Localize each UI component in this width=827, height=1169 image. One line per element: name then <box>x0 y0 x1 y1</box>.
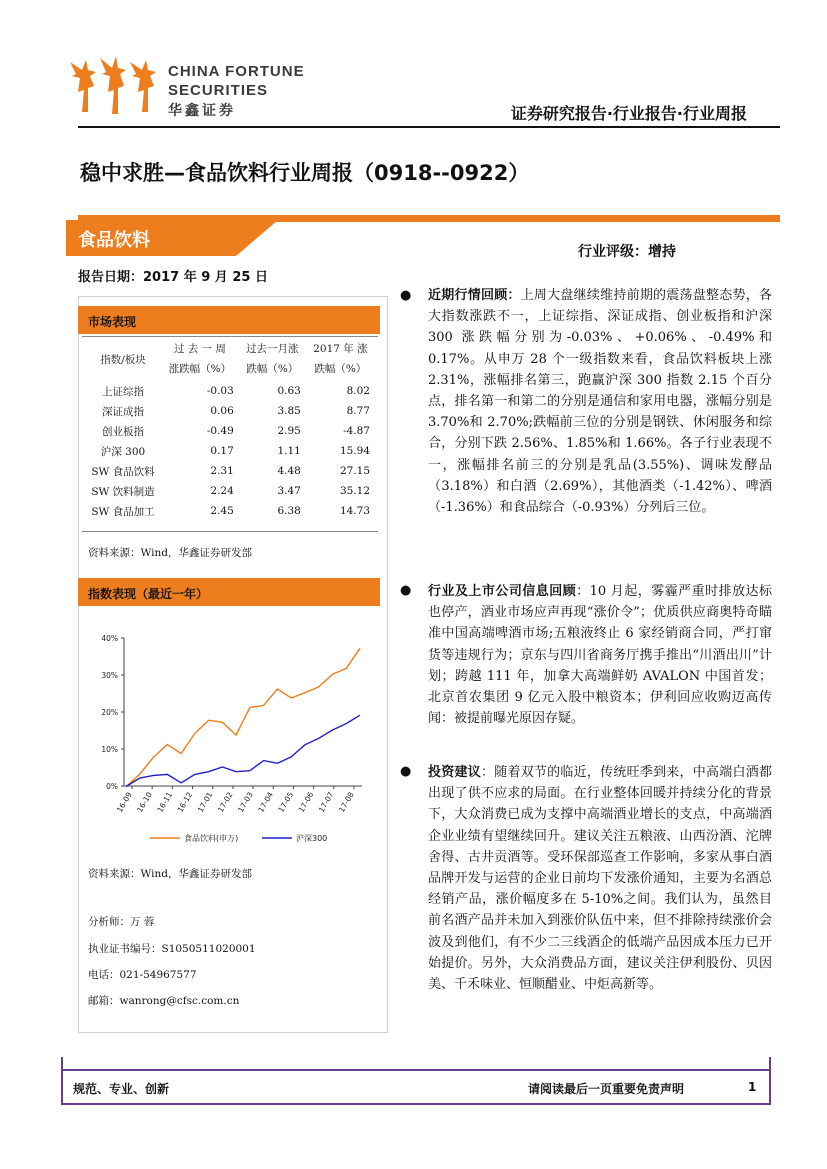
table-header: 过 去 一 周 涨跌幅（%） <box>168 343 232 375</box>
paragraph-lead: 投资建议 <box>428 765 481 780</box>
table-header: 过去一月涨 跌幅（%） <box>246 343 299 375</box>
market-table-body <box>82 381 378 521</box>
row-label: 深证成指 <box>102 405 144 418</box>
bullet: ● <box>400 583 412 598</box>
table-cell: 2.24 <box>210 485 234 497</box>
table-row <box>82 501 378 521</box>
company-name-en-1: CHINA FORTUNE <box>168 63 305 80</box>
bullet: ● <box>400 764 412 779</box>
index-line-chart <box>82 626 378 851</box>
legend-label: 食品饮料(申万) <box>184 834 239 843</box>
table-row <box>82 441 378 461</box>
company-logo <box>62 52 162 122</box>
table-cell: 0.63 <box>277 385 301 397</box>
paragraph-text: ：10 月起，雾霾严重时排放达标也停产，酒业市场应声再现“涨价令”；优质供应商奥特奇瞄准中国高端啤酒市场;五粮液终止 6 家经销商合同，严打窜货等违规行为；京东与四川省商务厅携手推出“川酒出川”计划；跨越 111 年，加拿大高端鲜奶 AVALON 中国首发；北京首农集团 9 亿元入股中粮资本；伊利回应收购迈高传闻：被提前曝光原因存疑。 <box>428 584 772 727</box>
market-source: 资料来源：Wind，华鑫证券研发部 <box>88 547 252 559</box>
footer-rule <box>61 1069 771 1071</box>
row-label: SW 食品加工 <box>91 505 155 518</box>
table-row <box>82 461 378 481</box>
x-tick-label: 17-06 <box>296 790 316 814</box>
analyst-email: 邮箱：wanrong@cfsc.com.cn <box>88 995 240 1007</box>
y-tick-label: 0% <box>106 782 118 791</box>
row-label: 沪深 300 <box>100 445 146 458</box>
table-cell: 0.06 <box>210 405 234 417</box>
table-row <box>82 481 378 501</box>
sector-label: 食品饮料 <box>78 230 150 251</box>
company-name <box>168 62 305 120</box>
row-label: SW 饮料制造 <box>91 485 155 498</box>
report-date: 报告日期：2017 年 9 月 25 日 <box>78 270 268 285</box>
page-number: 1 <box>748 1080 757 1094</box>
table-cell: 35.12 <box>339 485 370 497</box>
analyst-phone: 电话：021-54967577 <box>88 969 197 981</box>
header-divider <box>78 126 780 128</box>
bullet: ● <box>400 288 412 303</box>
y-tick-label: 10% <box>101 745 118 754</box>
company-name-en-2: SECURITIES <box>168 82 269 99</box>
table-cell: -0.49 <box>206 425 234 437</box>
table-cell: 1.11 <box>277 445 301 457</box>
series-line <box>126 648 360 787</box>
table-cell: 14.73 <box>339 505 370 517</box>
x-tick-label: 17-07 <box>316 790 336 814</box>
index-chart-heading: 指数表现（最近一年） <box>78 578 380 606</box>
row-label: SW 食品饮料 <box>91 465 155 478</box>
table-cell: -0.03 <box>206 385 234 397</box>
investment-advice-paragraph <box>428 762 772 995</box>
analyst-name: 分析师：万 蓉 <box>88 916 155 928</box>
table-header: 指数/板块 <box>100 353 146 366</box>
table-cell: 4.48 <box>277 465 301 477</box>
page-title: 稳中求胜—食品饮料行业周报（0918--0922） <box>80 161 530 185</box>
table-cell: 2.45 <box>210 505 234 517</box>
row-label: 上证综指 <box>102 385 144 398</box>
market-review-paragraph <box>428 285 772 518</box>
paragraph-lead: 近期行情回顾： <box>428 288 521 303</box>
sector-box-tail <box>236 220 278 256</box>
x-tick-label: 17-04 <box>256 790 276 814</box>
footer-disclaimer: 请阅读最后一页重要免责声明 <box>528 1082 685 1096</box>
x-tick-label: 17-05 <box>276 790 296 814</box>
table-cell: 27.15 <box>339 465 370 477</box>
x-tick-label: 17-08 <box>337 790 356 814</box>
chart-source: 资料来源：Wind，华鑫证券研发部 <box>88 868 252 880</box>
y-tick-label: 30% <box>101 671 118 680</box>
table-header: 2017 年 涨 跌幅（%） <box>313 343 368 375</box>
x-tick-label: 17-03 <box>236 790 255 814</box>
table-row <box>82 381 378 401</box>
table-cell: 2.31 <box>210 465 234 477</box>
table-cell: 0.17 <box>210 445 234 457</box>
legend-label: 沪深300 <box>296 834 328 843</box>
row-label: 创业板指 <box>102 425 144 438</box>
industry-news-paragraph <box>428 581 772 729</box>
x-tick-label: 16-10 <box>135 790 154 814</box>
table-cell: -4.87 <box>343 425 370 437</box>
industry-rating: 行业评级：增持 <box>578 244 676 260</box>
paragraph-lead: 行业及上市公司信息回顾 <box>428 584 577 599</box>
y-tick-label: 20% <box>101 708 118 717</box>
x-tick-label: 17-02 <box>215 790 235 814</box>
table-cell: 8.02 <box>346 385 370 397</box>
table-cell: 3.85 <box>277 405 301 417</box>
table-cell: 8.77 <box>346 405 370 417</box>
x-tick-label: 16-12 <box>175 790 195 814</box>
table-cell: 15.94 <box>339 445 370 457</box>
x-tick-label: 16-11 <box>155 790 175 814</box>
table-row <box>82 421 378 441</box>
paragraph-text: 上周大盘继续维持前期的震荡盘整态势，各大指数涨跌不一，上证综指、深证成指、创业板指和沪深 300 涨跌幅分别为-0.03%、+0.06%、-0.49%和 0.17%。从申万 28 个一级指数来看，食品饮料板块上涨 2.31%，涨幅排名第三，跑赢沪深 300 指数 2.15 个百分点，排名第一和第二的分别是通信和家用电器，涨幅分别是 3.70%和 2.70%;跌幅前三位的分别是钢铁、休闲服务和综合，分别下跌 2.56%、1.85%和 1.66%。各子行业表现不一，涨幅排名前三的分别是乳品(3.55%)、调味发酵品（3.18%）和白酒（2.69%），其他酒类（-1.42%）、啤酒（-1.36%）和食品综合（-0.93%）分列后三位。 <box>428 288 772 516</box>
table-cell: 3.47 <box>277 485 301 497</box>
footer-slogan: 规范、专业、创新 <box>73 1082 170 1096</box>
market-heading: 市场表现 <box>78 306 380 334</box>
x-tick-label: 16-09 <box>115 790 134 814</box>
analyst-cert: 执业证书编号：S1050511020001 <box>88 943 256 955</box>
table-cell: 6.38 <box>277 505 301 517</box>
report-type: 证券研究报告·行业报告·行业周报 <box>510 104 747 123</box>
table-cell: 2.95 <box>277 425 301 437</box>
paragraph-text: ：随着双节的临近，传统旺季到来，中高端白酒都出现了供不应求的局面。在行业整体回暖并持续分化的背景下，大众消费已成为支撑中高端酒业增长的支点，中高端酒企业业绩有望继续回升。建议关注五粮液、山西汾酒、沱牌舍得、古井贡酒等。受环保部巡查工作影响，多家从事白酒品牌开发与运营的企业日前均下发涨价通知，主要为名酒总经销产品，涨价幅度多在 5-10%之间。我们认为，虽然目前名酒产品并未加入到涨价队伍中来，但不排除持续涨价会波及到他们，有不少二三线酒企的低端产品因成本压力已开始提价。另外，大众消费品方面，建议关注伊利股份、贝因美、千禾味业、恒顺醋业、中炬高新等。 <box>428 765 772 993</box>
table-bottom-rule <box>82 531 378 532</box>
y-tick-label: 40% <box>101 634 118 643</box>
table-row <box>82 401 378 421</box>
market-table <box>82 337 378 521</box>
x-tick-label: 17-01 <box>195 790 215 814</box>
company-name-cn: 华鑫证券 <box>168 102 236 118</box>
